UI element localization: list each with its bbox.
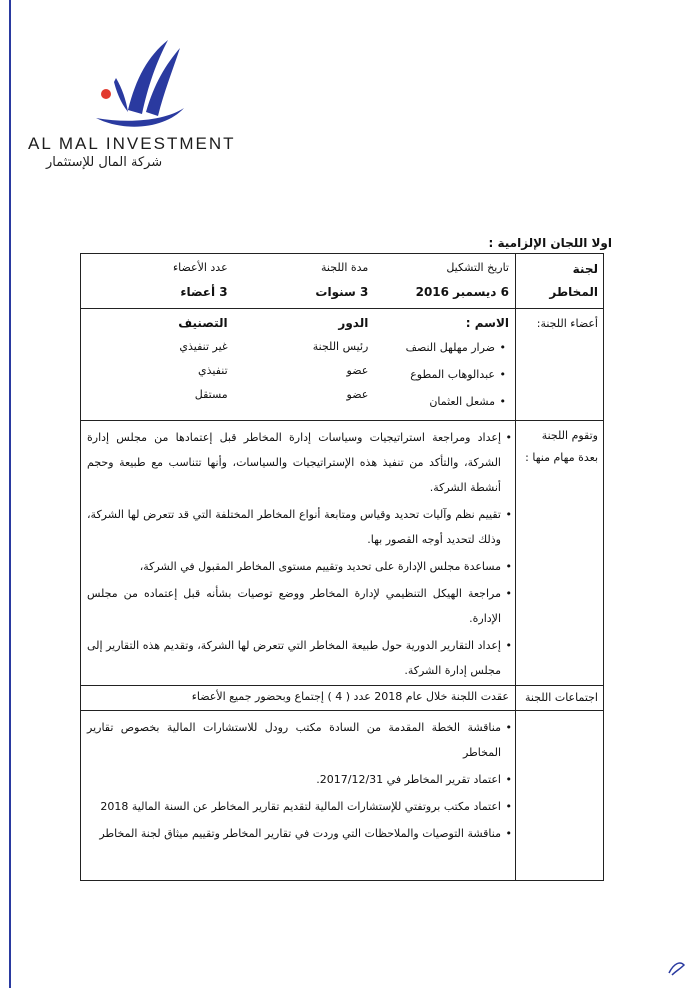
- duty-item: • مراجعة الهيكل التنظيمي لإدارة المخاطر ووضع توصيات بشأنه قبل إعتماده من مجلس الإدارة.: [87, 581, 501, 631]
- committee-name-cell: [516, 254, 604, 309]
- duty-item: • مساعدة مجلس الإدارة على تحديد وتقييم مستوى المخاطر المقبول في الشركة،: [87, 554, 501, 579]
- formation-date: 6 ديسمبر 2016: [415, 285, 509, 299]
- member-name: • مشعل العثمان: [374, 389, 495, 414]
- member-class: مستقل: [194, 388, 228, 401]
- company-logo: [28, 38, 238, 178]
- meetings-summary-row: [81, 686, 604, 711]
- meeting-item: • مناقشة الخطة المقدمة من السادة مكتب رودل للاستشارات المالية بخصوص تقارير المخاطر: [87, 715, 501, 765]
- section-title: اولا اللجان الإلزامية :: [488, 236, 612, 250]
- member-role: عضو: [346, 388, 369, 401]
- member-name: • ضرار مهلهل النصف: [374, 335, 495, 360]
- name-header: الاسم :: [465, 316, 509, 330]
- brand-name-en: AL MAL INVESTMENT: [28, 134, 236, 153]
- role-header: الدور: [338, 316, 369, 330]
- member-class: تنفيذي: [198, 364, 228, 377]
- brand-name-ar: شركة المال للإستثمار: [46, 155, 163, 170]
- committee-name: لجنة المخاطر: [549, 262, 598, 299]
- term-value: 3 سنوات: [315, 285, 369, 299]
- member-names: [368, 335, 509, 414]
- duties-row: [81, 421, 604, 686]
- page-edge-line: [9, 0, 11, 988]
- duty-item: • إعداد ومراجعة استراتيجيات وسياسات إدارة المخاطر قبل إعتمادها من مجلس إدارة الشركة، والتأكد من تنفيذ هذه الإستراتيجيات والسياسات، وأنها تتناسب مع طبيعة وحجم أنشطة الشركة.: [87, 425, 501, 500]
- meeting-item: • اعتماد تقرير المخاطر في 2017/12/31.: [87, 767, 501, 792]
- logo-mark-icon: [76, 38, 186, 138]
- member-class: غير تنفيذي: [179, 340, 228, 353]
- meetings-list: [81, 715, 515, 846]
- meetings-summary: عقدت اللجنة خلال عام 2018 عدد ( 4 ) إجتماع وبحضور جميع الأعضاء: [81, 686, 516, 711]
- committee-info-row: [81, 254, 604, 309]
- member-count: 3 أعضاء: [180, 285, 228, 299]
- member-name: • عبدالوهاب المطوع: [374, 362, 495, 387]
- handwritten-mark-icon: [666, 955, 688, 977]
- formation-date-label: تاريخ التشكيل: [446, 261, 509, 274]
- duty-item: • تقييم نظم وآليات تحديد وقياس ومتابعة أنواع المخاطر المختلفة التي قد تتعرض لها الشركة، وذلك لتحديد أوجه القصور بها.: [87, 502, 501, 552]
- member-role: رئيس اللجنة: [312, 340, 369, 353]
- members-label: أعضاء اللجنة:: [516, 309, 604, 421]
- members-row: [81, 309, 604, 421]
- meeting-item: • اعتماد مكتب بروتفتي للإستشارات المالية لتقديم تقارير المخاطر عن السنة المالية 2018: [87, 794, 501, 819]
- member-role: عضو: [346, 364, 369, 377]
- duties-label: وتقوم اللجنة بعدة مهام منها :: [516, 421, 604, 686]
- term-label: مدة اللجنة: [321, 261, 369, 274]
- committee-table: [80, 253, 604, 881]
- meeting-item: • مناقشة التوصيات والملاحظات التي وردت في تقارير المخاطر وتقييم ميثاق لجنة المخاطر: [87, 821, 501, 846]
- duties-list: [81, 425, 515, 683]
- class-header: التصنيف: [178, 316, 228, 330]
- meetings-items-row: [81, 711, 604, 881]
- meetings-label: اجتماعات اللجنة: [516, 686, 604, 711]
- member-count-label: عدد الأعضاء: [172, 261, 228, 274]
- duty-item: • إعداد التقارير الدورية حول طبيعة المخاطر التي تتعرض لها الشركة، وتقديم هذه التقارير إلى مجلس إدارة الشركة.: [87, 633, 501, 683]
